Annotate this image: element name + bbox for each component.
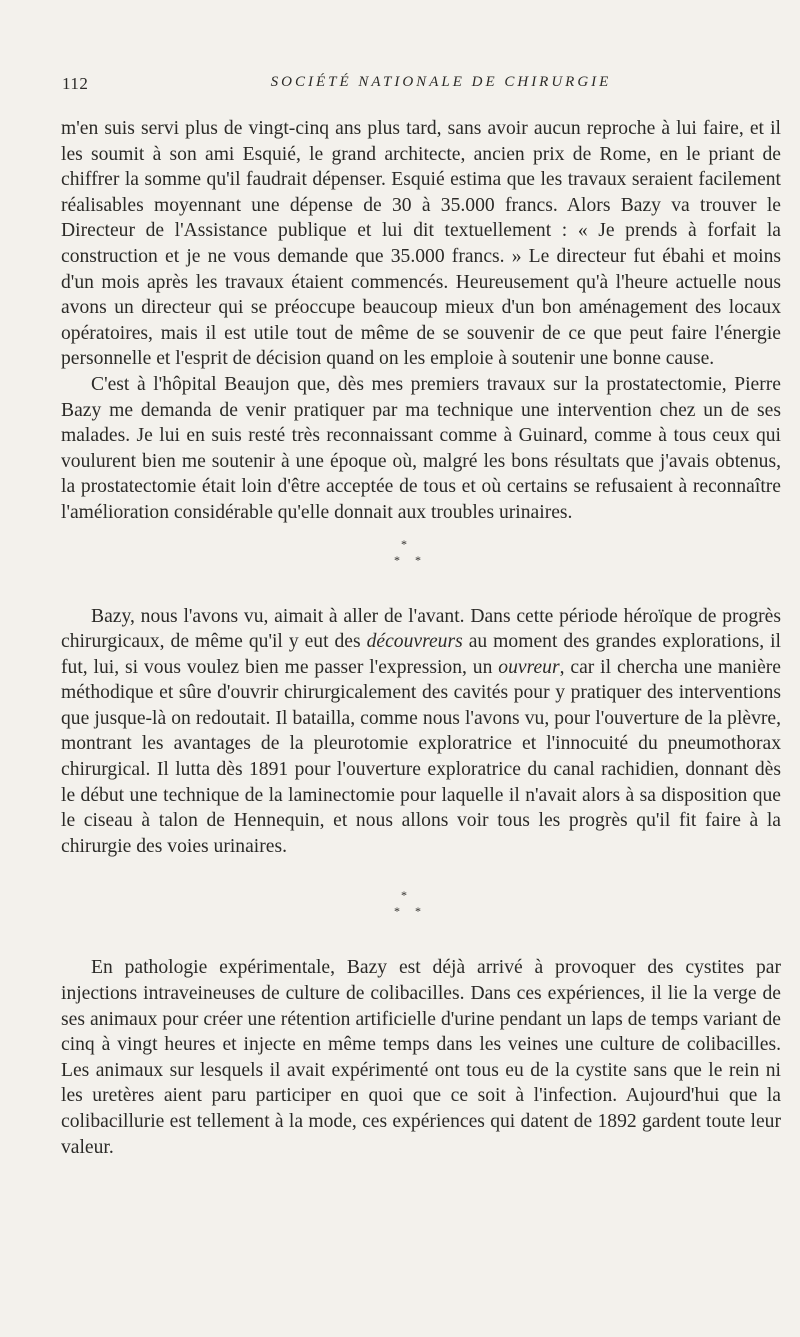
paragraph-4: En pathologie expérimentale, Bazy est déjà arrivé à provoquer des cystites par injections intraveineuses de culture de colibacilles. Dans ces expériences, il lie la verge de ses animaux pour créer une rétention artificielle d'urine pendant un laps de temps variant de cinq à vingt heures et injecte en même temps dans les veines une culture de colibacilles. Les animaux sur lesquels il avait expérimenté ont tous eu de la cystite sans que le rein ni les uretères aient paru participer en quoi que ce soit à l'infection. Aujourd'hui que la colibacillurie est tellement à la mode, ces expériences qui datent de 1892 gardent toute leur valeur.	[61, 957, 781, 1158]
body-text	[61, 116, 781, 1160]
journal-title: SOCIÉTÉ NATIONALE DE CHIRURGIE	[270, 74, 612, 90]
asterism-bottom: * *	[394, 904, 427, 919]
paragraph-3-part-a: Bazy, nous l'avons vu, aimait à aller de l'avant. Dans cette période héroïque de progrès chirurgicaux, de même qu'il y eut des	[61, 605, 781, 653]
page-number: 112	[62, 74, 89, 93]
asterism-top: *	[401, 888, 407, 903]
asterism-bottom: * *	[394, 552, 427, 567]
emphasis-decouvreurs: découvreurs	[366, 631, 463, 653]
section-separator-2	[61, 859, 781, 955]
paragraph-3	[61, 604, 781, 860]
emphasis-ouvreur: ouvreur	[498, 656, 560, 678]
section-separator-1	[61, 526, 781, 604]
asterism-top: *	[401, 536, 407, 551]
paragraph-3-part-b: au moment des grandes explorations, il fut, lui, si vous voulez bien me passer l'expression, un	[61, 631, 781, 678]
running-header	[62, 74, 780, 98]
paragraph-1: m'en suis servi plus de vingt-cinq ans plus tard, sans avoir aucun reproche à lui faire, et il les soumit à son ami Esquié, le grand architecte, ancien prix de Rome, en le priant de chiffrer la somme qu'il faudrait dépenser. Esquié estima que les travaux seraient facilement réalisables moyennant une dépense de 30 à 35.000 francs. Alors Bazy va trouver le Directeur de l'Assistance publique et lui dit textuellement : « Je prends à forfait la construction et je ne vous demande que 35.000 francs. » Le directeur fut ébahi et moins d'un mois après les travaux étaient commencés. Heureusement qu'à l'heure actuelle nous avons un directeur qui se préoccupe beaucoup mieux d'un bon aménagement des locaux opératoires, mais il est utile tout de même de se souvenir de ce que peut faire l'énergie personnelle et l'esprit de décision quand on les emploie à soutenir une bonne cause.	[61, 118, 781, 370]
paragraph-2: C'est à l'hôpital Beaujon que, dès mes premiers travaux sur la prostatectomie, Pierre Bazy me demanda de venir pratiquer par ma technique une intervention chez un de ses malades. Je lui en suis resté très reconnaissant comme à Guinard, comme à tous ceux qui voulurent bien me soutenir à une époque où, malgré les bons résultats que j'avais obtenus, la prostatectomie était loin d'être acceptée de tous et où certains se refusaient à reconnaître l'amélioration considérable qu'elle donnait aux troubles urinaires.	[61, 373, 781, 523]
paragraph-3-part-c: , car il chercha une manière méthodique et sûre d'ouvrir chirurgicalement des cavités pour y pratiquer des interventions que jusque-là on redoutait. Il batailla, comme nous l'avons vu, pour l'ouverture de la plèvre, montrant les avantages de la pleurotomie exploratrice et l'innocuité du pneumothorax chirurgical. Il lutta dès 1891 pour l'ouverture exploratrice du canal rachidien, donnant dès le début une technique de la laminectomie pour laquelle il n'avait alors à sa disposition que le ciseau à talon de Hennequin, et nous allons voir tous les progrès qu'il fit faire à la chirurgie des voies urinaires.	[61, 656, 781, 857]
